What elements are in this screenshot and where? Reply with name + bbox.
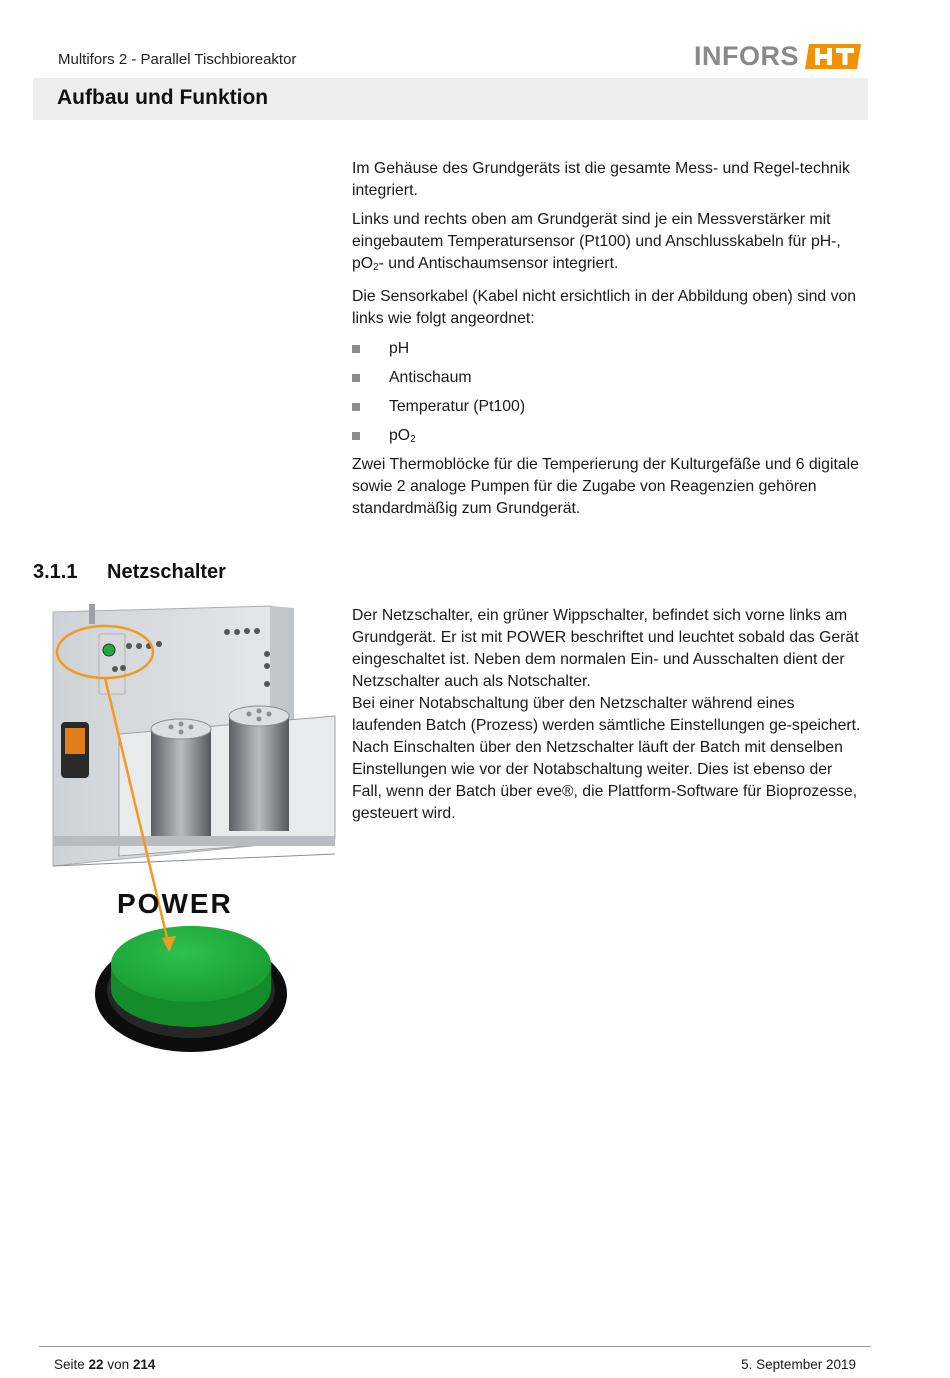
sensor-cable-list — [352, 338, 864, 454]
power-switch-figure — [39, 604, 337, 1068]
intro-text-block — [352, 158, 864, 520]
footer-date: 5. September 2019 — [741, 1357, 856, 1372]
subsection-number: 3.1.1 — [33, 561, 78, 583]
bullet-square-icon — [352, 403, 360, 411]
list-item: Temperatur (Pt100) — [352, 396, 864, 425]
section-title: Aufbau und Funktion — [57, 86, 269, 109]
netzschalter-paragraph-1: Der Netzschalter, ein grüner Wippschalter, befindet sich vorne links am Grundgerät. Er ist mit POWER beschriftet und leuchtet sobald das Gerät eingeschaltet ist. Neben dem normalen Ein- und Ausschalten dient der Netzschalter auch als Notschalter. — [352, 607, 859, 690]
bullet-square-icon — [352, 432, 360, 440]
bullet-square-icon — [352, 374, 360, 382]
list-item: $pO_2$ — [352, 425, 864, 454]
subsection-title: Netzschalter — [107, 561, 226, 583]
power-label: POWER — [117, 888, 233, 919]
document-title: Multifors 2 - Parallel Tischbioreaktor — [58, 51, 297, 68]
intro-paragraph-3: Die Sensorkabel (Kabel nicht ersichtlich in der Abbildung oben) sind von links wie folgt angeordnet: — [352, 288, 857, 327]
netzschalter-paragraph-2: Bei einer Notabschaltung über den Netzschalter während eines laufenden Batch (Prozess) werden sämtliche Einstellungen ge-speichert. Nach Einschalten über den Netzschalter läuft der Batch mit denselben Einstellungen wie vor der Notabschaltung weiter. Dies ist ebenso der Fall, wenn der Batch über eve®, die Plattform-Software für Bioprozesse, gesteuert wird. — [352, 695, 861, 822]
logo-text: INFORS — [694, 40, 800, 71]
netzschalter-text-block — [352, 605, 864, 825]
subsection-heading — [33, 561, 226, 584]
infors-ht-logo — [694, 40, 861, 72]
page-number: Seite 22 von 214 — [54, 1357, 156, 1372]
intro-paragraph-4: Zwei Thermoblöcke für die Temperierung der Kulturgefäße und 6 digitale sowie 2 analoge Pumpen für die Zugabe von Reagenzien gehören standardmäßig zum Grundgerät. — [352, 456, 859, 517]
list-item: pH — [352, 338, 864, 367]
section-header-bar — [33, 78, 868, 120]
intro-paragraph-2: Links und rechts oben am Grundgerät sind je ein Messverstärker mit eingebautem Temperatursensor (Pt100) und Anschlusskabeln für pH-, $pO_2-$ und Antischaumsensor integriert. — [352, 211, 841, 273]
intro-paragraph-1: Im Gehäuse des Grundgeräts ist die gesamte Mess- und Regel-technik integriert. — [352, 160, 850, 199]
bullet-square-icon — [352, 345, 360, 353]
logo-ht-mark — [805, 44, 861, 69]
footer-divider — [39, 1346, 871, 1347]
device-illustration — [39, 604, 337, 1068]
list-item: Antischaum — [352, 367, 864, 396]
